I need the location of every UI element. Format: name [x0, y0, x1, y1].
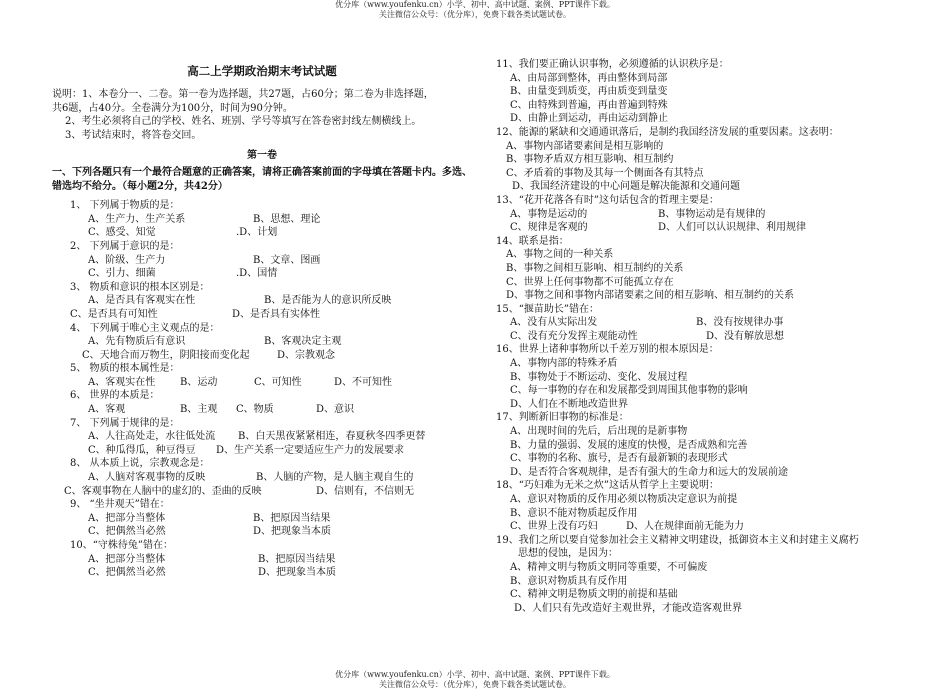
option-c: C、感受、知觉: [88, 227, 156, 239]
option-b: B、事物之间相互影响、相互制约的关系: [506, 262, 684, 274]
question-8: [52, 457, 472, 498]
option-a: A、人往高处走，水往低处流: [88, 431, 216, 443]
question-4: [52, 322, 472, 363]
question-17: [490, 411, 900, 479]
option-a: A、把部分当整体: [88, 553, 166, 565]
option-b: B、事物运动是有规律的: [658, 208, 766, 220]
question-2: [52, 240, 472, 281]
question-stem: 10、“守株待兔”错在：: [70, 540, 173, 551]
option-c: C、没有充分发挥主观能动性: [510, 330, 638, 342]
option-d: D、人们可以认识规律、利用规律: [658, 222, 807, 234]
page-header: [0, 0, 950, 20]
option-c: C、由特殊到普遍，再由普遍到特殊: [510, 99, 668, 111]
option-d: D、生产关系一定要适应生产力的发展要求: [216, 444, 405, 456]
header-line-1: 优分库（www.youfenku.cn）小学、初中、高中试题、案例、PPT课件下载。: [335, 0, 615, 9]
option-c: C、把偶然当必然: [88, 567, 166, 579]
option-d: D、人们只有先改造好主观世界，才能改造客观世界: [514, 602, 743, 614]
question-stem: 5、 物质的根本属性是：: [70, 363, 180, 375]
instructions-note-1b: 共6题，占40分。全卷满分为100分，时间为90分钟。: [52, 102, 293, 114]
option-b: B、由量变到质变，再由质变到量变: [510, 86, 668, 98]
question-stem: 12、能源的紧缺和交通通讯落后，是制约我国经济发展的重要因素。这表明：: [496, 126, 839, 138]
option-b: B、思想、理论: [253, 213, 321, 225]
option-c: C、物质: [236, 404, 274, 416]
option-a: A、把部分当整体: [88, 512, 166, 524]
section-heading: 第一卷: [247, 150, 277, 162]
header-line-2: 关注微信公众号：（优分库），免费下载各类试题试卷。: [379, 10, 571, 19]
option-a: A、是否具有客观实在性: [88, 295, 196, 307]
instructions-note-1: 说明：1、本卷分一、二卷。第一卷为选择题，共27题，占60分；第二卷为非选择题，: [52, 89, 434, 100]
option-d: D、信则有，不信则无: [316, 485, 415, 497]
option-a: A、阶级、生产力: [88, 254, 166, 266]
option-b: B、是否能为人的意识所反映: [264, 295, 392, 307]
option-c: C、规律是客观的: [510, 222, 588, 234]
question-stem: 11、我们要正确认识事物，必须遵循的认识秩序是：: [496, 59, 729, 70]
option-c: C、天地合而万物生，阴阳接而变化起: [82, 349, 250, 361]
question-10: [52, 539, 472, 580]
question-6: [52, 389, 472, 416]
option-d: .D、国情: [236, 268, 278, 280]
instructions-note-2: 2、考生必须将自己的学校、姓名、班别、学号等填写在答卷密封线左侧横线上。: [65, 116, 422, 128]
question-stem: 6、 世界的本质是：: [70, 390, 160, 402]
question-9: [52, 498, 472, 539]
option-d: D、事物之间和事物内部诸要素之间的相互影响、相互制约的关系: [506, 290, 795, 302]
question-stem: 2、 下列属于意识的是：: [70, 240, 180, 252]
question-stem: 19、我们之所以要自觉参加社会主义精神文明建设，抵御资本主义和封建主义腐朽: [496, 534, 859, 546]
exam-title: 高二上学期政治期末考试试题: [187, 64, 337, 78]
option-d: D、把现象当本质: [258, 567, 337, 579]
question-18: [490, 479, 900, 533]
question-stem: 8、 从本质上说，宗教观念是：: [70, 458, 210, 470]
option-a: A、事物是运动的: [510, 208, 588, 220]
option-c: C、把偶然当必然: [88, 526, 166, 538]
option-b: B、把原因当结果: [258, 553, 336, 565]
option-c: C、每一事物的存在和发展都受到周围其他事物的影响: [510, 385, 748, 397]
option-b: B、白天黑夜紧紧相连，春夏秋冬四季更替: [238, 431, 426, 443]
question-7: [52, 417, 472, 458]
footer-line-1: 优分库（www.youfenku.cn）小学、初中、高中试题、案例、PPT课件下载。: [335, 670, 615, 679]
option-b: B、事物处于不断运动、变化、发展过程: [510, 371, 688, 383]
left-column: [52, 56, 472, 580]
option-a: A、客观实在性: [88, 376, 156, 388]
question-19: [490, 534, 900, 616]
option-a: A、意识对物质的反作用必须以物质决定意识为前提: [510, 494, 738, 505]
option-a: A、精神文明与物质文明同等重要，不可偏废: [510, 561, 708, 573]
option-a: A、由局部到整体，再由整体到局部: [510, 72, 668, 84]
option-a: A、客观: [88, 404, 126, 416]
option-b: B、意识对物质具有反作用: [510, 575, 628, 587]
option-c: C、是否具有可知性: [70, 308, 158, 320]
option-d: D、没有解放思想: [706, 330, 785, 342]
option-c: C、世界上任何事物都不可能孤立存在: [506, 276, 674, 288]
option-a: A、先有物质后有意识: [88, 336, 186, 348]
question-stem: 13、“花开花落各有时”这句话包含的哲理主要是：: [496, 194, 719, 206]
question-stem-continued: 思想的侵蚀，是因为：: [518, 548, 618, 560]
option-d: D、由静止到运动，再由运动到静止: [510, 113, 669, 125]
option-d: D、是否具有实体性: [232, 308, 321, 320]
question-stem: 16、世界上诸种事物所以千差万别的根本原因是：: [496, 344, 719, 356]
option-c: C、事物的名称、旗号，是否有最新颖的表现形式: [510, 453, 728, 465]
option-d: D、是否符合客观规律，是否有强大的生命力和远大的发展前途: [510, 466, 789, 478]
question-11: [490, 58, 900, 126]
footer-line-2: 关注微信公众号：（优分库），免费下载各类试题试卷。: [379, 680, 571, 689]
option-b: B、没有按规律办事: [696, 317, 784, 329]
option-b: B、主观: [180, 404, 218, 416]
question-stem: 7、 下列属于规律的是：: [70, 417, 180, 429]
question-stem: 1、 下列属于物质的是：: [70, 200, 180, 212]
option-b: B、把原因当结果: [253, 512, 331, 524]
option-d: D、人在规律面前无能为力: [626, 521, 745, 533]
option-c: C、可知性: [254, 376, 302, 388]
question-stem: 3、 物质和意识的根本区别是：: [70, 281, 210, 293]
question-5: [52, 362, 472, 389]
option-d: .D、计划: [236, 227, 278, 239]
option-c: C、世界上没有巧妇: [510, 521, 598, 533]
option-c: C、种瓜得瓜，种豆得豆: [88, 444, 196, 456]
question-stem: 15、“揠苗助长”错在：: [496, 303, 599, 315]
option-b: B、力量的强弱、发展的速度的快慢，是否成熟和完善: [510, 439, 748, 451]
option-a: A、事物之间的一种关系: [506, 249, 614, 261]
question-14: [490, 235, 900, 303]
question-15: [490, 303, 900, 344]
option-d: D、把现象当本质: [253, 526, 332, 538]
option-c: C、精神文明是物质文明的前提和基础: [510, 589, 678, 601]
option-b: B、意识不能对物质起反作用: [510, 507, 638, 519]
option-a: A、生产力、生产关系: [88, 213, 186, 225]
part-instructions: 一、下列各题只有一个最符合题意的正确答案，请将正确答案前面的字母填在答题卡内。多选、错选均不给分。（每小题2分，共42分）: [52, 166, 472, 192]
option-c: C、引力、细菌: [88, 268, 156, 280]
option-b: B、文章、图画: [253, 254, 321, 266]
question-12: [490, 126, 900, 194]
option-b: B、运动: [180, 376, 218, 388]
option-b: B、人脑的产物，是人脑主观自生的: [256, 472, 414, 484]
option-c: C、矛盾着的事物及其每一个侧面各有其特点: [506, 167, 704, 179]
page-footer: [0, 670, 950, 690]
question-stem: 17、判断新旧事物的标准是：: [496, 412, 629, 424]
option-c: C、客观事物在人脑中的虚幻的、歪曲的反映: [64, 485, 262, 497]
option-d: D、意识: [316, 404, 355, 416]
option-a: A、没有从实际出发: [510, 317, 598, 329]
question-stem: 4、 下列属于唯心主义观点的是：: [70, 322, 220, 334]
question-1: [52, 199, 472, 240]
option-b: B、客观决定主观: [264, 336, 342, 348]
right-column: [490, 58, 900, 615]
option-a: A、出现时间的先后，后出现的是新事物: [510, 426, 688, 438]
option-d: D、人们在不断地改造世界: [510, 398, 629, 410]
question-3: [52, 281, 472, 322]
option-a: A、人脑对客观事物的反映: [88, 472, 206, 484]
instructions-note-3: 3、考试结束时，将答卷交回。: [65, 129, 202, 141]
option-d: D、不可知性: [334, 376, 393, 388]
question-stem: 14、联系是指：: [496, 235, 569, 247]
option-a: A、事物内部诸要素间是相互影响的: [506, 140, 664, 152]
question-13: [490, 194, 900, 235]
question-16: [490, 343, 900, 411]
option-d: D、宗教观念: [277, 349, 336, 361]
question-stem: 9、 “坐井观天”错在：: [70, 499, 170, 511]
option-a: A、事物内部的特殊矛盾: [510, 358, 618, 370]
option-b: B、事物矛盾双方相互影响、相互制约: [506, 154, 674, 166]
option-d: D、我国经济建设的中心问题是解决能源和交通问题: [512, 181, 741, 193]
question-stem: 18、“巧妇难为无米之炊”这话从哲学上主要说明：: [496, 480, 719, 492]
